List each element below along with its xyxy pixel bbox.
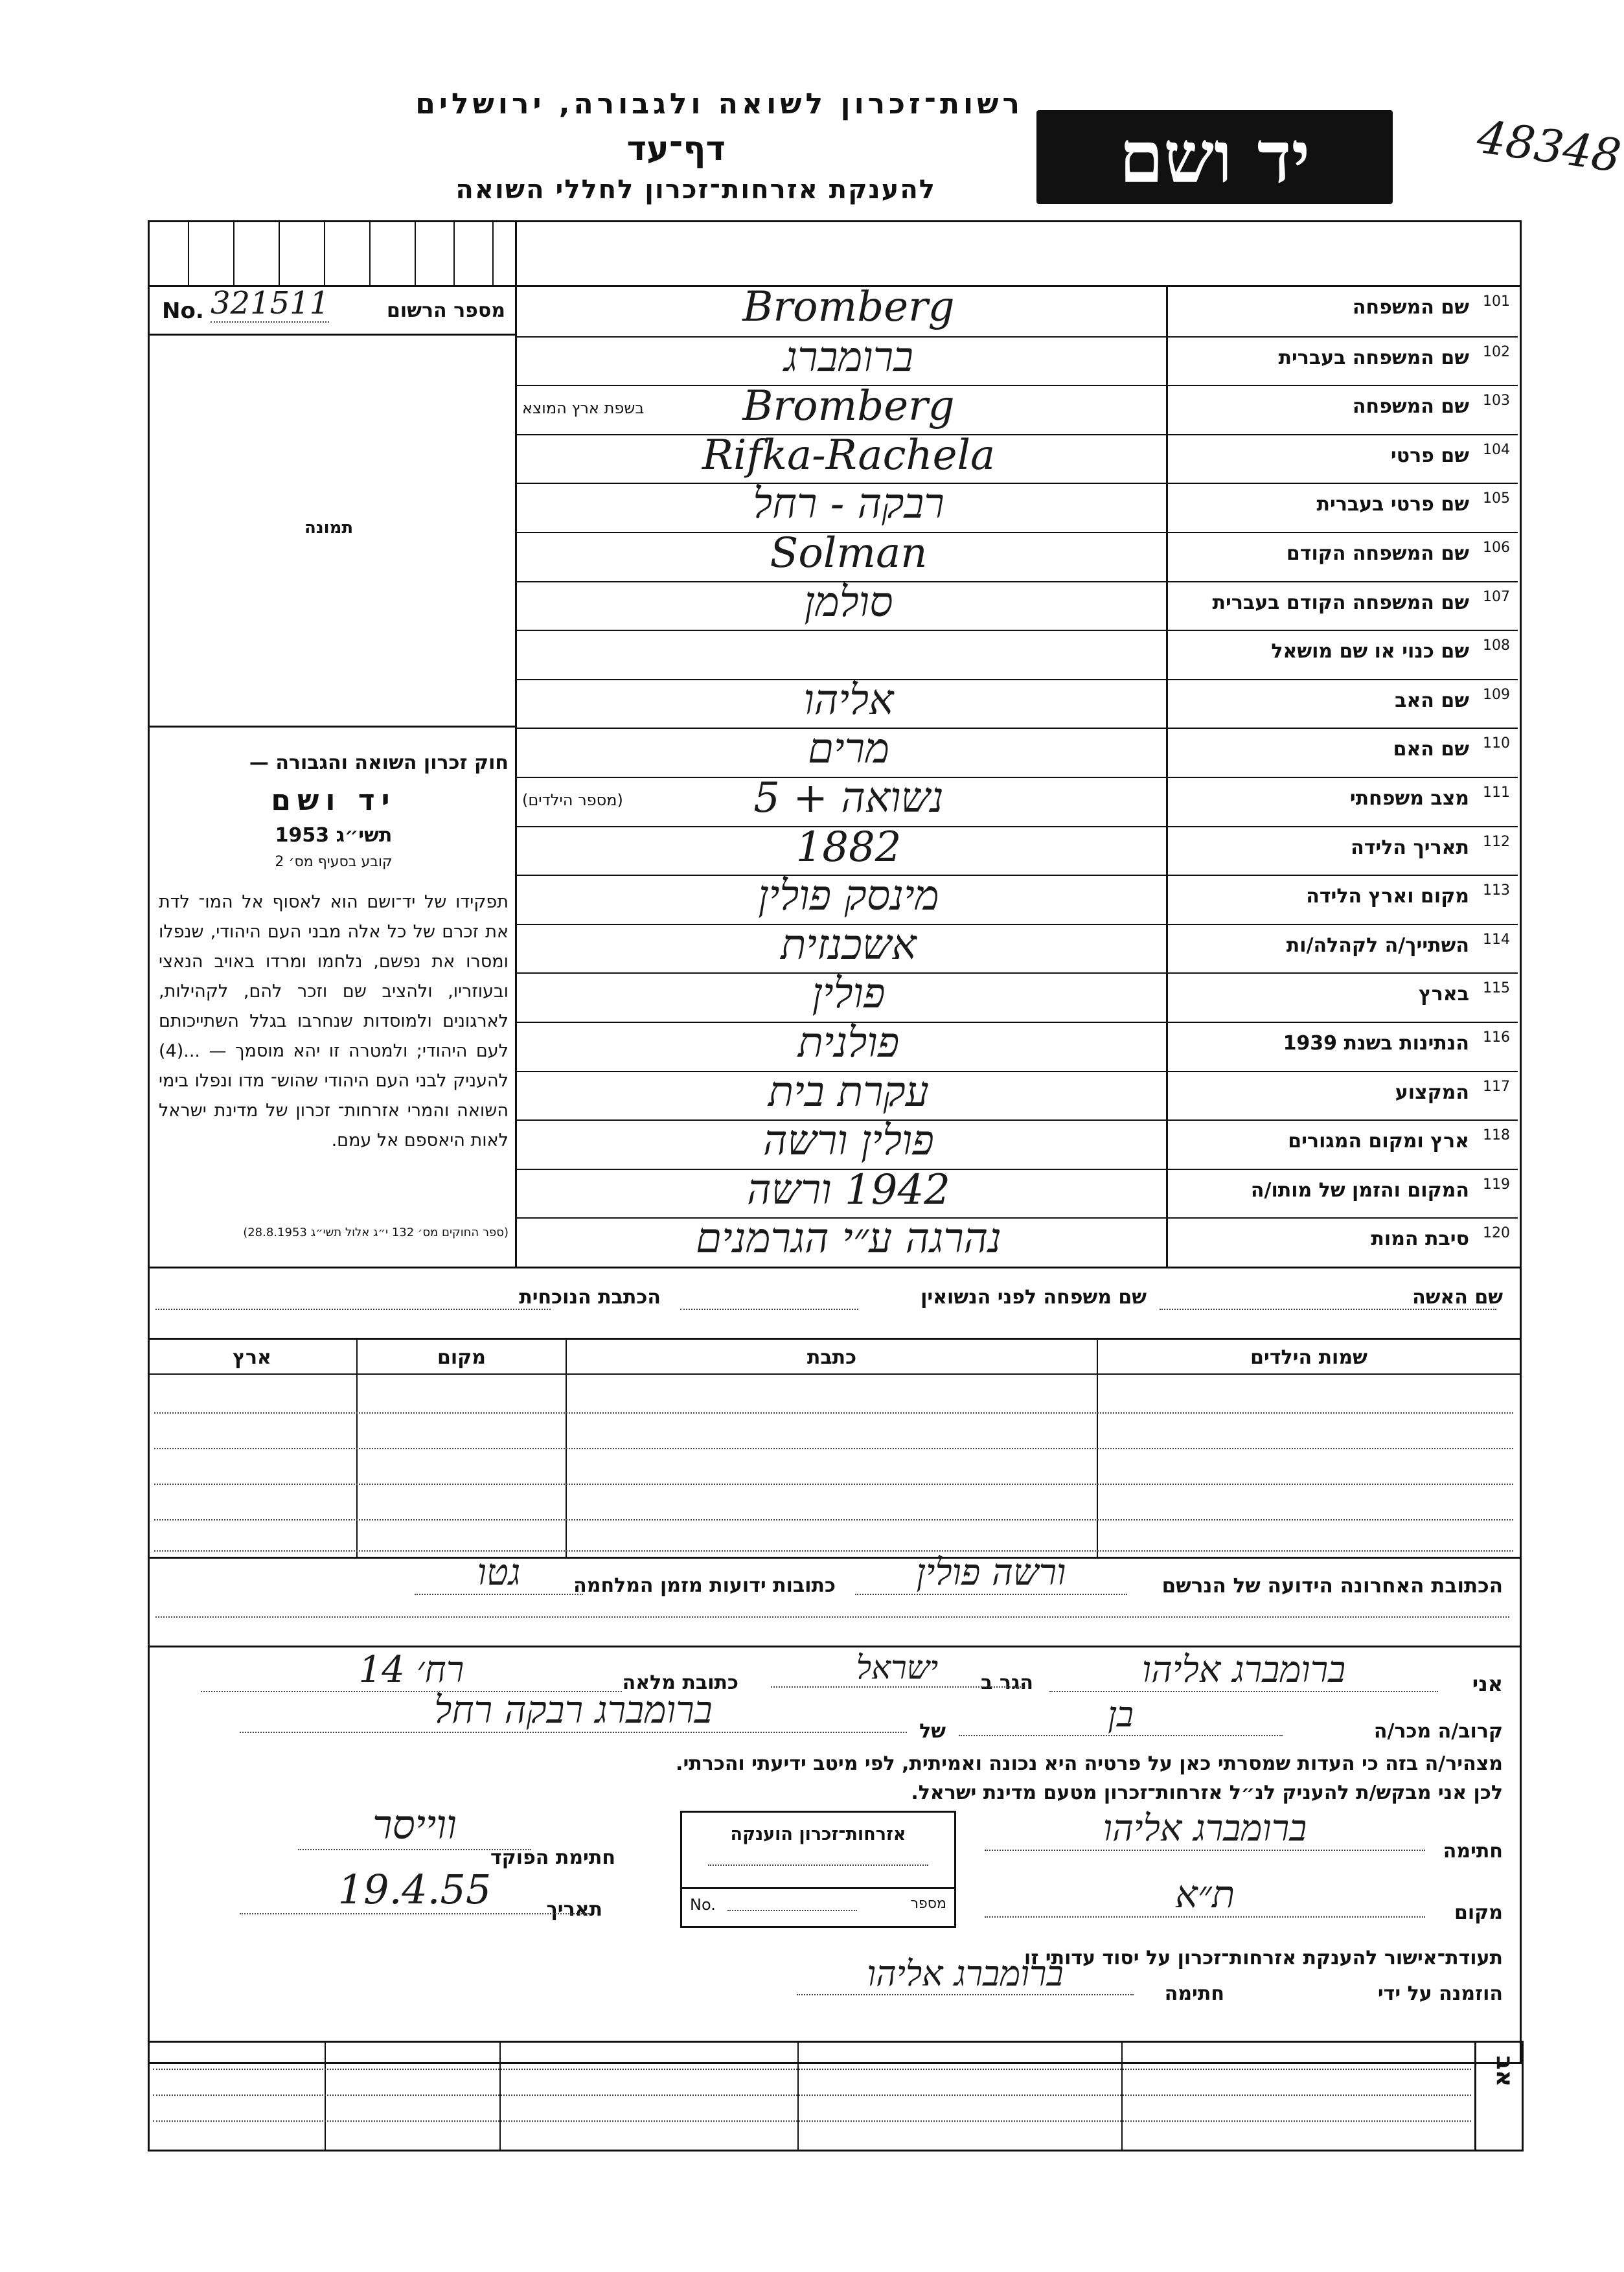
registration-number[interactable]: 321511 [211, 285, 330, 321]
field-number: 106 [1483, 540, 1510, 556]
table-row[interactable] [154, 1550, 1513, 1552]
declaration-text: מצהיר/ה בזה כי העדות שמסרתי כאן על פרטיה היא נכונה ואמיתית, לפי מיטב ידיעתי והכרתי. [676, 1752, 1503, 1775]
registration-no-label: No. [162, 298, 204, 324]
citizenship-no-label: No. [690, 1896, 716, 1914]
wartime-address-label: כתובות ידועות מזמן המלחמה [573, 1574, 836, 1597]
of-label: של [919, 1720, 946, 1743]
declarant-signature-label: חתימה [1443, 1840, 1503, 1863]
field-value[interactable]: Rifka-Rachela [702, 431, 996, 479]
current-address-label: הכתבת הנוכחית [519, 1286, 661, 1309]
field-label: ארץ ומקום המגורים [1288, 1130, 1469, 1153]
citizenship-number-field[interactable] [727, 1910, 857, 1911]
law-clause: קובע בסעיף מס׳ 2 [275, 854, 393, 870]
field-row-101 [517, 283, 1518, 336]
field-label-note: בשפת ארץ המוצא [522, 399, 645, 417]
registration-label: מספר הרשום [387, 299, 505, 322]
field-number: 111 [1483, 785, 1510, 801]
field-value[interactable]: אשכנזית [781, 921, 917, 969]
certificate-ordered-label: הוזמנה על ידי [1377, 1982, 1503, 2005]
field-number: 109 [1483, 687, 1510, 703]
field-value[interactable]: עקרת בית [768, 1068, 929, 1116]
table-row[interactable] [154, 1412, 1513, 1414]
field-label: שם פרטי בעברית [1316, 493, 1469, 516]
field-label: בארץ [1418, 983, 1469, 1005]
law-reference: (ספר החוקים מס׳ 132 י״ג אלול תשי״ג 28.8.1953) [243, 1226, 509, 1239]
field-number: 104 [1483, 442, 1510, 458]
children-header-address: כתבת [806, 1346, 857, 1369]
field-row-117 [517, 1068, 1518, 1121]
table-row[interactable] [154, 1519, 1513, 1520]
field-number: 116 [1483, 1029, 1510, 1046]
law-year: תשי״ג 1953 [275, 824, 393, 847]
field-row-120 [517, 1217, 1518, 1268]
field-number: 120 [1483, 1225, 1510, 1241]
field-value[interactable]: Bromberg [742, 283, 955, 331]
field-row-109 [517, 676, 1518, 729]
field-row-110 [517, 725, 1518, 778]
place-label: מקום [1454, 1901, 1503, 1924]
office-use-grid [148, 2041, 1524, 2152]
declarant-name[interactable]: ברומברג אליהו [1049, 1649, 1438, 1692]
field-label: שם המשפחה בעברית [1278, 347, 1469, 369]
full-address-label: כתובת מלאה [622, 1671, 738, 1694]
last-address-label: הכתובת האחרונה הידועה של הנרשם [1161, 1574, 1503, 1598]
field-row-107 [517, 581, 1518, 632]
field-label: סיבת המות [1371, 1228, 1469, 1250]
field-value[interactable]: פולנית [797, 1019, 900, 1067]
field-row-113 [517, 872, 1518, 925]
field-number: 117 [1483, 1079, 1510, 1095]
officer-signature-label: חתימת הפוקד [490, 1846, 615, 1869]
wife-label: שם האשה [1412, 1286, 1503, 1309]
field-row-111 [517, 774, 1518, 827]
field-number: 108 [1483, 637, 1510, 654]
archive-stamp-number: 48348 [1474, 109, 1624, 183]
request-text: לכן אני מבקש/ת להעניק לנ״ל אזרחות־זכרון מטעם מדינת ישראל. [911, 1782, 1503, 1804]
field-row-118 [517, 1119, 1518, 1170]
field-label-note: (מספר הילדים) [522, 791, 623, 809]
field-label: מקום וארץ הלידה [1306, 885, 1469, 908]
certificate-text: תעודת־אישור להענקת אזרחות־זכרון על יסוד עדותי זו [1024, 1947, 1503, 1969]
field-row-115 [517, 972, 1518, 1023]
table-row[interactable] [154, 1484, 1513, 1485]
field-label: שם כנוי או שם מושאל [1271, 640, 1469, 663]
field-row-114 [517, 921, 1518, 974]
field-label: המקצוע [1395, 1081, 1469, 1104]
children-table [148, 1340, 1520, 1557]
field-value[interactable]: ברומברג [784, 334, 913, 382]
field-value[interactable]: 1942 ורשה [747, 1166, 950, 1214]
field-value[interactable]: סולמן [804, 579, 893, 626]
field-label: שם האב [1395, 689, 1469, 712]
field-number: 103 [1483, 393, 1510, 409]
field-row-103 [517, 382, 1518, 435]
children-header-place: מקום [437, 1346, 486, 1369]
field-label: תאריך הלידה [1351, 836, 1469, 859]
org-line: רשות־זכרון לשואה ולגבורה, ירושלים [415, 87, 1024, 120]
footer-code: אב [1491, 2056, 1518, 2087]
field-row-106 [517, 529, 1518, 582]
citizenship-box-title: אזרחות־זכרון הוענקה [730, 1824, 906, 1844]
citizenship-granted-box [680, 1811, 956, 1928]
declarant-ani-label: אני [1472, 1671, 1503, 1696]
yad-vashem-logo [1036, 110, 1393, 204]
field-row-116 [517, 1019, 1518, 1072]
maiden-name-label: שם משפחה לפני הנשואין [921, 1286, 1147, 1309]
field-label: שם המשפחה הקודם [1286, 542, 1469, 565]
field-label: שם האם [1393, 738, 1469, 761]
law-text: תפקידו של יד־ושם הוא לאסוף אל המו־ לדת את זכרם של כל אלה מבני העם היהודי, שנפלו ומסרו את נפשם, נלחמו ומרדו באויב הנאצי ובעוזריו, ולהציב שם וזכר להם, לקהילות, לארגונים ולמוסדות שנחרבו בגלל השתייכותם לעם היהודי; ולמטרה זו יהא מוסמך — ...(4) להעניק לבני העם היהודי שהוש־ מדו ונפלו בימי השואה והמרי אזרחות־ זכרון של מדינת ישראל לאות היאספם אל עמם. [159, 892, 509, 1151]
field-number: 105 [1483, 490, 1510, 507]
field-label: שם המשפחה [1352, 395, 1469, 418]
logo-text: יד ושם [1119, 115, 1310, 199]
photo-label: תמונה [304, 518, 354, 538]
field-row-102 [517, 336, 1518, 387]
table-row[interactable] [154, 1448, 1513, 1449]
declarant-lives-value[interactable]: ישראל [771, 1649, 1024, 1688]
wartime-address-value[interactable]: גטו [415, 1552, 583, 1595]
field-number: 115 [1483, 980, 1510, 996]
law-name: יד ושם [271, 784, 396, 817]
field-number: 102 [1483, 344, 1510, 360]
field-value[interactable]: נהרגה ע״י הגרמנים [696, 1215, 1001, 1263]
full-address-value[interactable]: רח׳ 14 [201, 1649, 622, 1692]
current-address-field[interactable] [155, 1309, 551, 1310]
maiden-name-field[interactable] [680, 1309, 858, 1310]
form-subtitle: להענקת אזרחות־זכרון לחללי השואה [455, 175, 936, 205]
date-value[interactable]: 19.4.55 [240, 1866, 589, 1914]
field-number: 101 [1483, 293, 1510, 310]
field-number: 119 [1483, 1176, 1510, 1193]
field-label: שם המשפחה [1352, 296, 1469, 319]
field-label: השתייך/ה לקהלה/ות [1286, 934, 1469, 957]
last-address-value[interactable]: ורשה פולין [855, 1552, 1127, 1595]
field-value[interactable]: מינסק פולין [758, 872, 939, 920]
field-label: מצב משפחתי [1349, 787, 1469, 810]
citizenship-number-label: מספר [910, 1896, 946, 1912]
relation-label: קרוב/ה מכר/ה [1373, 1720, 1503, 1743]
children-header-country: ארץ [233, 1346, 271, 1369]
field-row-108 [517, 630, 1518, 680]
declarant-lives-label: הגר ב [981, 1671, 1033, 1694]
field-row-104 [517, 431, 1518, 485]
wife-name-field[interactable] [1160, 1309, 1496, 1310]
relation-value[interactable]: בן [959, 1694, 1283, 1736]
field-value[interactable]: רבקה - רחל [753, 480, 944, 528]
field-number: 112 [1483, 834, 1510, 850]
field-value[interactable]: פולין [812, 970, 886, 1018]
field-label: שם פרטי [1390, 444, 1469, 467]
field-value[interactable]: Solman [770, 529, 928, 577]
field-number: 118 [1483, 1127, 1510, 1143]
field-label: המקום והזמן של מותו/ה [1250, 1179, 1469, 1202]
field-label: הנתינות בשנת 1939 [1283, 1032, 1469, 1055]
field-row-112 [517, 823, 1518, 877]
field-value[interactable]: Bromberg [742, 382, 955, 430]
field-row-119 [517, 1166, 1518, 1219]
of-value[interactable]: ברומברג רבקה רחל [240, 1688, 907, 1733]
field-value[interactable]: 1882 [795, 823, 902, 871]
field-number: 107 [1483, 589, 1510, 605]
children-header-names: שמות הילדים [1250, 1346, 1367, 1369]
declarant-signature[interactable]: ברומברג אליהו [985, 1807, 1425, 1851]
field-number: 113 [1483, 882, 1510, 899]
certificate-signature-label: חתימה [1164, 1982, 1224, 2005]
date-label: תאריך [546, 1898, 602, 1921]
law-heading: חוק זכרון השואה והגבורה — [249, 752, 509, 774]
field-value[interactable]: פולין ורשה [763, 1117, 934, 1165]
officer-signature[interactable]: ווייסר [298, 1801, 531, 1850]
field-row-105 [517, 480, 1518, 533]
field-number: 110 [1483, 735, 1510, 752]
field-label: שם המשפחה הקודם בעברית [1212, 591, 1469, 614]
certificate-signature[interactable]: ברומברג אליהו [797, 1953, 1134, 1995]
field-number: 114 [1483, 932, 1510, 948]
place-value[interactable]: ת״א [985, 1872, 1425, 1918]
form-title: דף־עד [626, 130, 726, 168]
field-value[interactable]: אליהו [803, 676, 894, 724]
field-value[interactable]: נשואה + 5 [753, 774, 944, 822]
field-value[interactable]: מרים [807, 725, 890, 773]
